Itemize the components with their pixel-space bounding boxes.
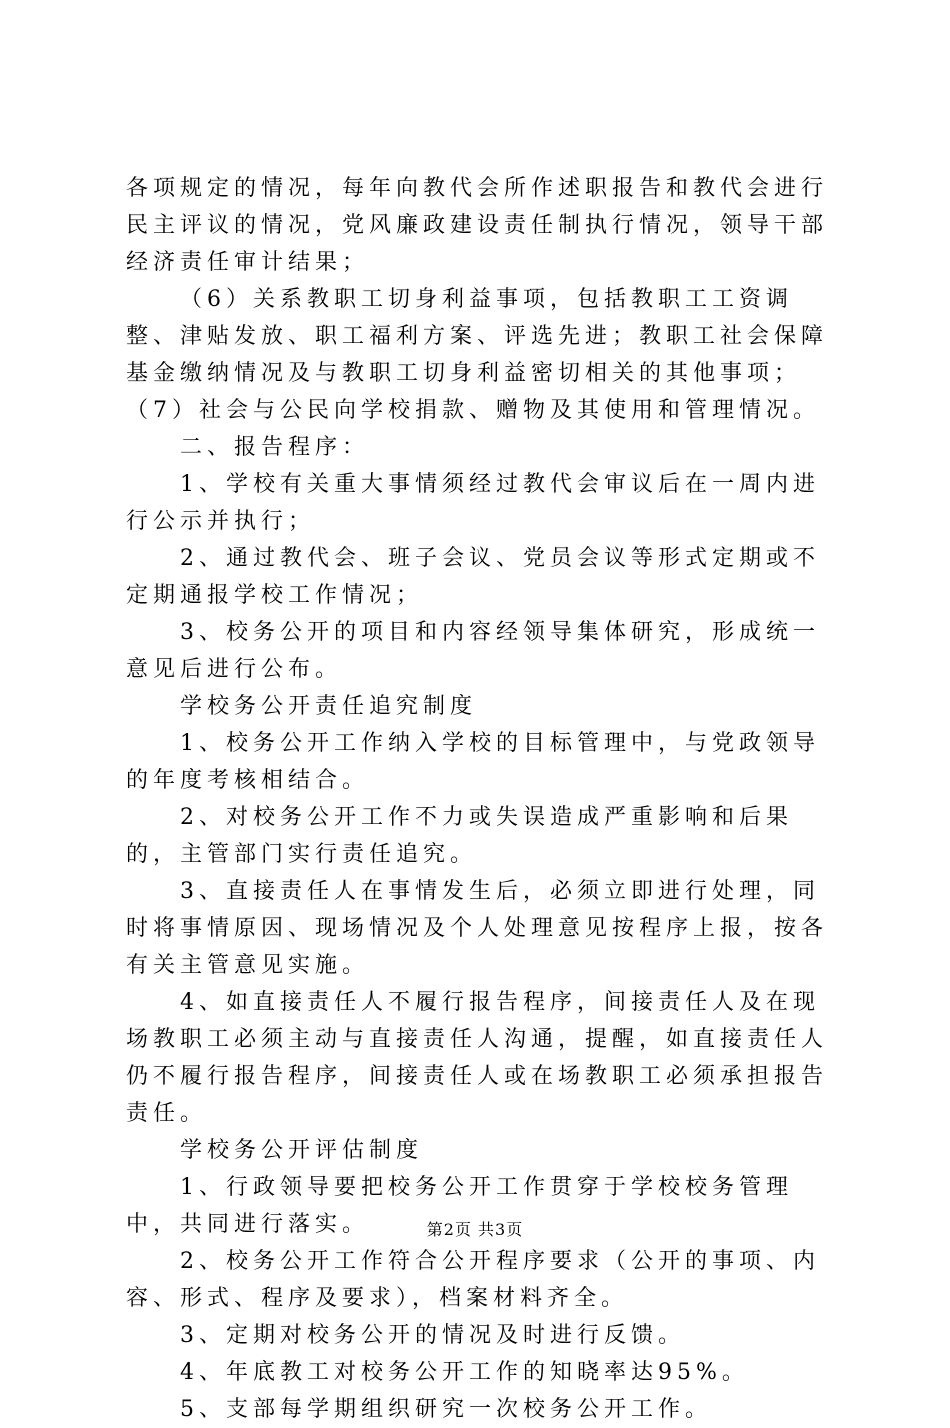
page-footer: 第2页 共3页: [426, 1220, 524, 1239]
paragraph: 3、定期对校务公开的情况及时进行反馈。: [180, 1323, 685, 1348]
paragraph: 1、校务公开工作纳入学校的目标管理中，与党政领导的年度考核相结合。: [126, 731, 820, 793]
paragraph: 4、如直接责任人不履行报告程序，间接责任人及在现场教职工必须主动与直接责任人沟通，提醒，如直接责任人仍不履行报告程序，间接责任人或在场教职工必须承担报告责任。: [126, 990, 829, 1126]
paragraph: 2、通过教代会、班子会议、党员会议等形式定期或不定期通报学校工作情况；: [126, 546, 820, 608]
paragraph: 4、年底教工对校务公开工作的知晓率达95%。: [180, 1360, 749, 1385]
paragraph: 2、对校务公开工作不力或失误造成严重影响和后果的，主管部门实行责任追究。: [126, 805, 793, 867]
paragraph: （6）关系教职工切身利益事项，包括教职工工资调整、津贴发放、职工福利方案、评选先进；教职工社会保障基金缴纳情况及与教职工切身利益密切相关的其他事项；（7）社会与公民向学校捐款、赠物及其使用和管理情况。: [126, 287, 829, 423]
paragraph: 5、支部每学期组织研究一次校务公开工作。: [180, 1397, 712, 1422]
paragraph: 1、行政领导要把校务公开工作贯穿于学校校务管理中，共同进行落实。: [126, 1175, 793, 1237]
paragraph: 各项规定的情况，每年向教代会所作述职报告和教代会进行民主评议的情况，党风廉政建设责任制执行情况，领导干部经济责任审计结果；: [126, 176, 829, 275]
paragraph: 1、学校有关重大事情须经过教代会审议后在一周内进行公示并执行；: [126, 472, 820, 534]
paragraph: 学校务公开责任追究制度: [180, 694, 478, 719]
paragraph: 学校务公开评估制度: [180, 1138, 424, 1163]
paragraph: 二、报告程序：: [180, 435, 370, 460]
paragraph: 2、校务公开工作符合公开程序要求（公开的事项、内容、形式、程序及要求），档案材料齐全。: [126, 1249, 820, 1311]
paragraph: 3、校务公开的项目和内容经领导集体研究，形成统一意见后进行公布。: [126, 620, 820, 682]
paragraph: 3、直接责任人在事情发生后，必须立即进行处理，同时将事情原因、现场情况及个人处理意见按程序上报，按各有关主管意见实施。: [126, 879, 829, 978]
